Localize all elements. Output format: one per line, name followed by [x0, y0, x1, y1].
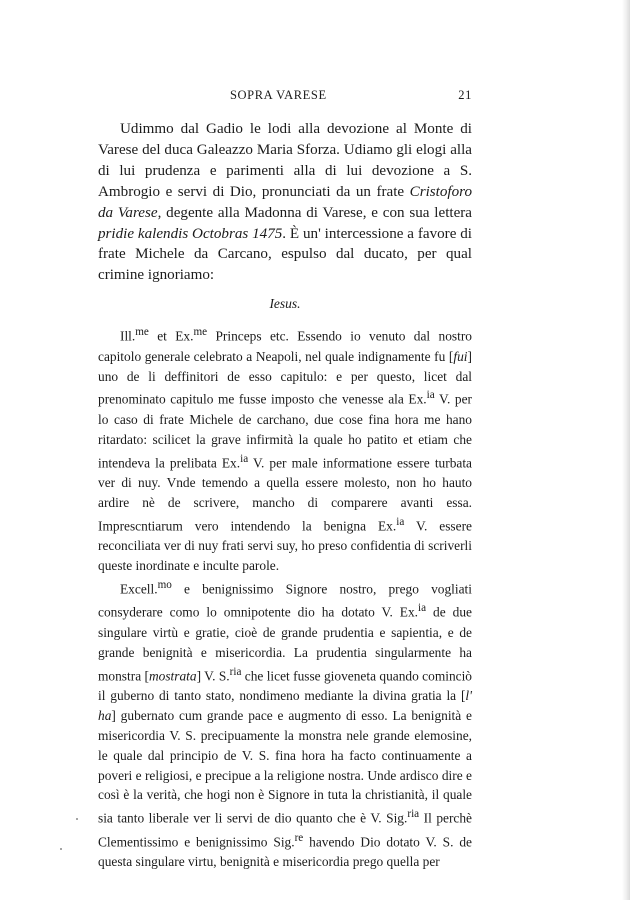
superscript: ia [426, 389, 435, 402]
intro-italic-name: Cristoforo da Varese [98, 183, 472, 221]
editorial-italic: mostrata [148, 668, 197, 684]
superscript: me [193, 326, 208, 339]
body-text [98, 119, 472, 872]
letter-text: de due singulare virtù e gratie, cioè de grande prudentia e sapientia, e de grande benignità e misericordia. La prudentia singularmente ha monstra [ [98, 604, 473, 684]
intro-italic-date: pridie kalendis Octobras 1475 [98, 225, 283, 242]
letter-paragraph-2 [98, 576, 472, 872]
letter-text: havendo Dio dotato V. S. de questa singulare virtu, benignità e misericordia prego quella per [98, 834, 472, 870]
letter-text: Excell. [120, 581, 158, 597]
intro-text: Udimmo dal Gadio le lodi alla devozione al Monte di Varese del duca Galeazzo Maria Sforza. Udiamo gli elogi alla di lui prudenza e parimenti alla di lui devozione a S. Ambrogio e servi di Dio, pronunciati da un frate [98, 121, 472, 200]
letter-text: V. per male informatione essere turbata ver di nuy. Vnde temendo a quella essere molesto, non ho hauto ardire nè de scrivere, mancho di comparere avanti essa. Imprescntiarum vero intendendo la benigna Ex. [98, 455, 472, 534]
superscript: ia [396, 515, 405, 528]
paper-speck [60, 848, 62, 850]
letter-text: Ill. [120, 328, 136, 344]
intro-paragraph [98, 119, 472, 286]
intro-text: . È un' intercessione a favore di frate Michele da Carcano, espulso dal ducato, per qual crimine ignoriamo: [98, 225, 473, 284]
letter-text: ] gubernato cum grande pace e augmento di esso. La benignità e misericordia V. S. precipuamente la monstra nele grande elemosine, le quale dal principio de V. S. fina hora ha facto continuamente a poveri e religiosi, e precipue a la religione nostra. Unde ardisco dire e così è la verità, che hogi non è Signore in tuta la christianità, il quale sia tanto liberale ver li servi de dio quanto che è V. Sig. [98, 707, 472, 826]
editorial-italic: l' ha [98, 687, 472, 723]
letter-text: V. essere reconciliata ver di nuy frati servi suy, ho preso confidentia di scriverli queste inordinate e inculte parole. [98, 518, 472, 574]
page-edge-shadow [622, 0, 630, 900]
running-title: SOPRA VARESE [230, 88, 327, 102]
letter-text: Il perchè Clementissimo e benignissimo Sig. [98, 810, 473, 850]
page-number: 21 [458, 88, 472, 102]
letter-text: et Ex. [148, 328, 194, 344]
letter-text: che licet fusse gioveneta quando cominciò il guberno di tanto stato, nondimeno mediante la divina gratia la [ [98, 668, 473, 703]
page-header [98, 88, 472, 106]
salutation-heading: Iesus. [269, 296, 301, 312]
superscript: ria [229, 665, 242, 678]
superscript: re [294, 831, 304, 844]
editorial-italic: fui [453, 348, 468, 364]
letter-text: V. per lo caso di frate Michele de carchano, due cose fina hora me hano ritardato: scilicet la grave infirmità la quale ho patito et etiam che intendeva la prelibata Ex. [98, 391, 472, 471]
letter-text: e benignissimo Signore nostro, prego vogliati consyderare como lo omnipotente dio ha dotato V. Ex. [98, 581, 472, 620]
letter-text: Princeps etc. Essendo io venuto dal nostro capitolo generale celebrato a Neapoli, nel quale indignamente fu [ [98, 328, 472, 364]
superscript: ia [418, 602, 427, 615]
letter-text: ] uno de li deffinitori de esso capitulo: e per questo, licet dal prenominato capitulo me fusse imposto che venesse ala Ex. [98, 348, 472, 407]
superscript: mo [157, 579, 172, 591]
superscript: ria [407, 808, 420, 821]
letter-text: ] V. S. [196, 668, 230, 684]
letter-paragraph-1 [98, 323, 472, 576]
paper-speck [76, 818, 78, 820]
superscript: ia [240, 452, 249, 465]
intro-text: , degente alla Madonna di Varese, e con sua lettera [157, 204, 473, 221]
superscript: me [135, 326, 149, 339]
